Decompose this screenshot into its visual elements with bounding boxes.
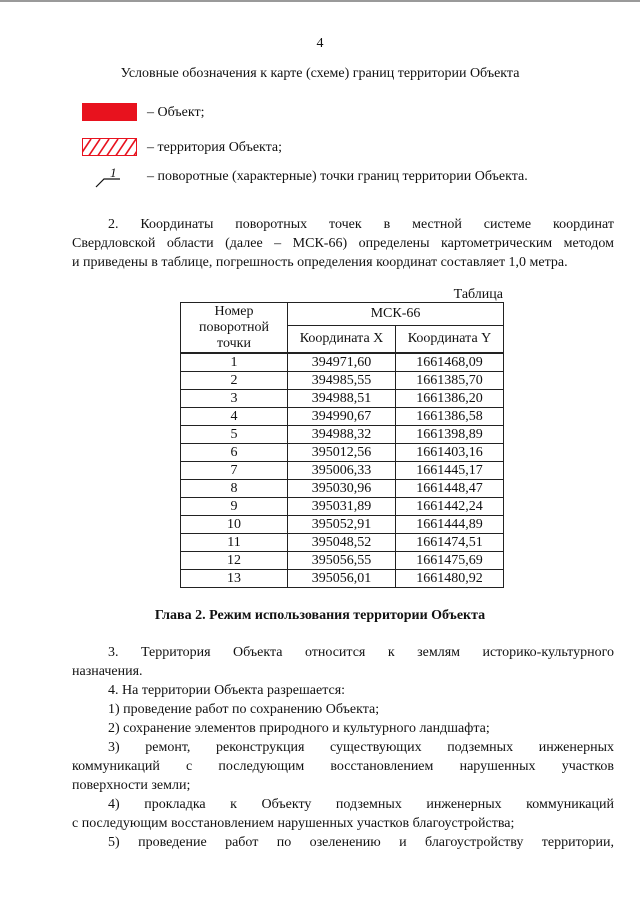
paragraph-3-line1: 3. Территория Объекта относится к землям историко-культурного [108, 645, 614, 660]
list-item-2: 2) сохранение элементов природного и культурного ландшафта; [108, 721, 490, 736]
header-point-number: Номер поворотной точки [181, 303, 288, 354]
table-row [181, 498, 504, 516]
cell-point: 6 [181, 444, 288, 462]
cell-point: 8 [181, 480, 288, 498]
section2-line3: и приведены в таблице, погрешность определения координат составляет 1,0 метра. [72, 255, 568, 270]
legend-item-label: – Объект; [147, 104, 205, 120]
list-item-3-line1: 3) ремонт, реконструкция существующих подземных инженерных [108, 740, 614, 755]
table-row [181, 353, 504, 372]
cell-y: 1661445,17 [396, 462, 504, 480]
list-item-3-line3: поверхности земли; [72, 778, 191, 793]
cell-point: 11 [181, 534, 288, 552]
cell-point: 10 [181, 516, 288, 534]
cell-y: 1661475,69 [396, 552, 504, 570]
list-item-4-line2: с последующим восстановлением нарушенных участков благоустройства; [72, 816, 515, 831]
table-row [181, 570, 504, 588]
table-row [181, 534, 504, 552]
cell-y: 1661444,89 [396, 516, 504, 534]
list-item-5-line1: 5) проведение работ по озеленению и благоустройству территории, [108, 835, 614, 850]
cell-y: 1661398,89 [396, 426, 504, 444]
legend-item-label: – поворотные (характерные) точки границ территории Объекта. [147, 168, 528, 184]
cell-x: 394985,55 [288, 372, 396, 390]
cell-x: 395030,96 [288, 480, 396, 498]
cell-x: 395006,33 [288, 462, 396, 480]
table-row [181, 552, 504, 570]
table-row [181, 408, 504, 426]
cell-point: 4 [181, 408, 288, 426]
paragraph-4: 4. На территории Объекта разрешается: [108, 683, 346, 698]
cell-x: 395052,91 [288, 516, 396, 534]
cell-point: 7 [181, 462, 288, 480]
cell-point: 3 [181, 390, 288, 408]
legend-item-turning-points [82, 165, 528, 187]
cell-y: 1661474,51 [396, 534, 504, 552]
table-row [181, 462, 504, 480]
cell-y: 1661448,47 [396, 480, 504, 498]
cell-point: 5 [181, 426, 288, 444]
cell-point: 1 [181, 353, 288, 372]
table-row [181, 444, 504, 462]
solid-red-rectangle-icon [82, 103, 137, 121]
table-row [181, 426, 504, 444]
cell-y: 1661386,20 [396, 390, 504, 408]
cell-point: 13 [181, 570, 288, 588]
cell-point: 2 [181, 372, 288, 390]
header-coordinate-x: Координата X [288, 326, 396, 354]
cell-y: 1661385,70 [396, 372, 504, 390]
section2-line1: 2. Координаты поворотных точек в местной системе координат [108, 217, 614, 232]
table-row [181, 372, 504, 390]
cell-point: 9 [181, 498, 288, 516]
cell-y: 1661442,24 [396, 498, 504, 516]
cell-y: 1661468,09 [396, 353, 504, 372]
legend-item-object [82, 101, 204, 123]
coordinates-table [180, 302, 504, 588]
cell-y: 1661386,58 [396, 408, 504, 426]
turning-point-marker-label: 1 [110, 167, 117, 180]
paragraph-3-line2: назначения. [72, 664, 143, 679]
cell-x: 394988,51 [288, 390, 396, 408]
cell-point: 12 [181, 552, 288, 570]
list-item-3-line2: коммуникаций с последующим восстановлением нарушенных участков [72, 759, 614, 774]
table-caption: Таблица [453, 287, 503, 302]
header-coordinate-system: МСК-66 [288, 303, 504, 326]
cell-y: 1661480,92 [396, 570, 504, 588]
scan-edge-line [0, 0, 640, 2]
cell-x: 395048,52 [288, 534, 396, 552]
legend-title: Условные обозначения к карте (схеме) границ территории Объекта [120, 66, 520, 81]
header-coordinate-y: Координата Y [396, 326, 504, 354]
table-row [181, 390, 504, 408]
cell-x: 395031,89 [288, 498, 396, 516]
table-row [181, 516, 504, 534]
list-item-4-line1: 4) прокладка к Объекту подземных инженерных коммуникаций [108, 797, 614, 812]
table-row [181, 480, 504, 498]
chapter-title: Глава 2. Режим использования территории Объекта [154, 608, 486, 623]
cell-x: 394971,60 [288, 353, 396, 372]
cell-x: 394990,67 [288, 408, 396, 426]
hatched-red-rectangle-icon [82, 138, 137, 156]
cell-x: 394988,32 [288, 426, 396, 444]
section2-line2: Свердловской области (далее – МСК-66) определены картометрическим методом [72, 236, 614, 251]
page-number: 4 [316, 36, 324, 51]
cell-y: 1661403,16 [396, 444, 504, 462]
legend-item-territory [82, 136, 282, 158]
cell-x: 395012,56 [288, 444, 396, 462]
legend-item-label: – территория Объекта; [147, 139, 283, 155]
cell-x: 395056,55 [288, 552, 396, 570]
list-item-1: 1) проведение работ по сохранению Объекта; [108, 702, 380, 717]
turning-point-marker-icon [82, 167, 137, 185]
cell-x: 395056,01 [288, 570, 396, 588]
